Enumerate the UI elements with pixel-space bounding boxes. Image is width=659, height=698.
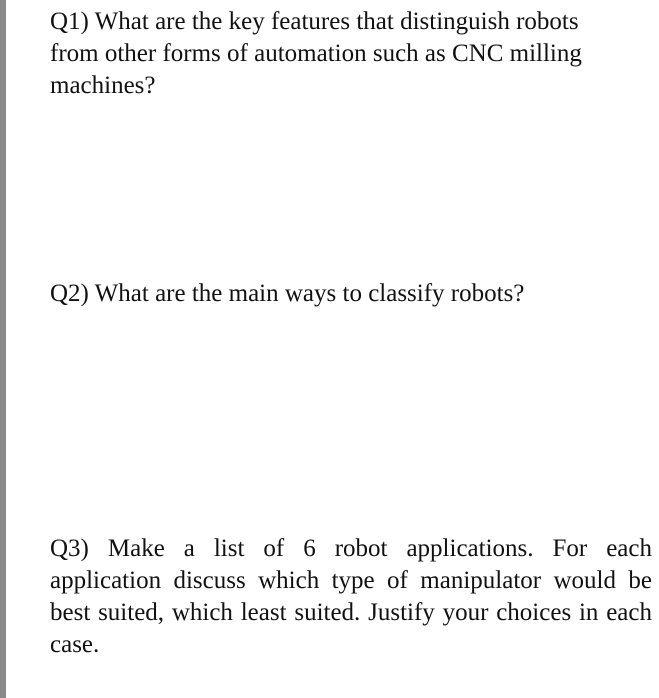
question-1: Q1) What are the key features that distinguish robots from other forms of automation such as CNC milling machines? [50,8,582,99]
question-2: Q2) What are the main ways to classify robots? [50,280,525,307]
left-margin-bar [0,0,6,698]
question-3: Q3) Make a list of 6 robot applications. For each application discuss which type of manipulator would be best suited, which least suited. Justify your choices in each case. [50,535,652,658]
